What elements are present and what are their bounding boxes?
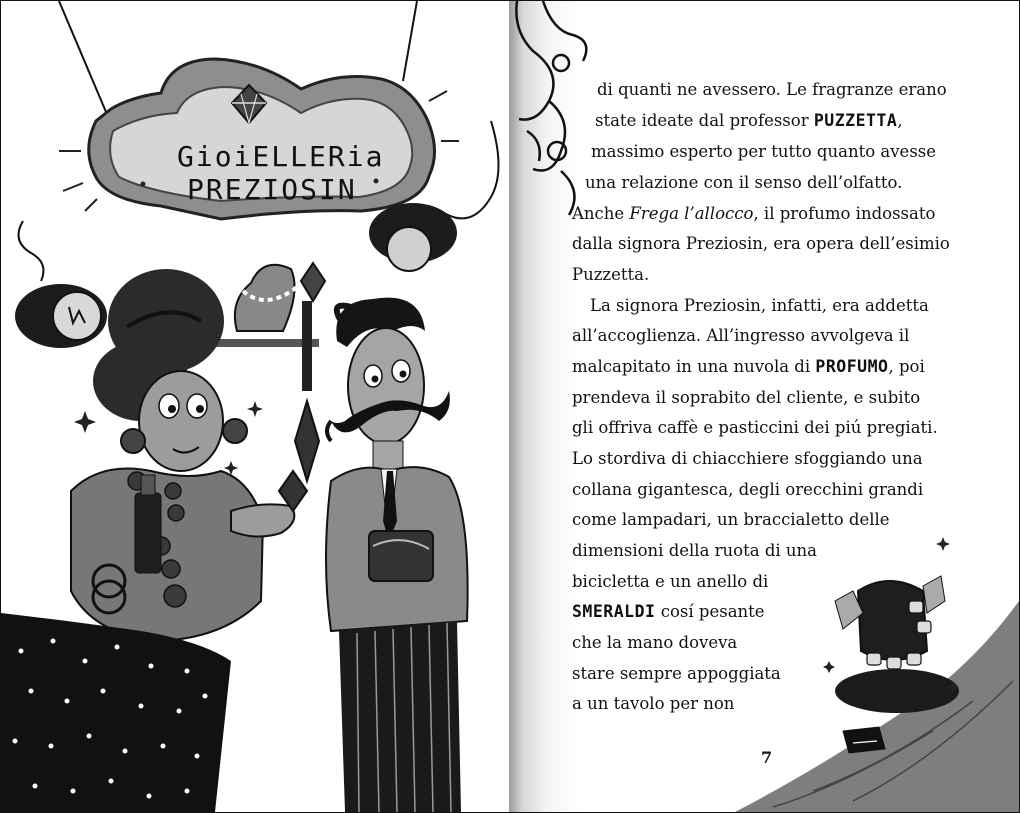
jewelry-shop-illustration xyxy=(1,1,513,812)
text-line-4: una relazione con il senso dell’olfatto. xyxy=(585,173,903,192)
flower-lamp-left xyxy=(15,221,107,348)
text-line-18: SMERALDI cosí pesante xyxy=(572,602,765,621)
word-smeraldi: SMERALDI xyxy=(572,602,656,621)
text-line-5: Anche Frega l’allocco, il profumo indossato xyxy=(572,204,936,223)
text-line-17: bicicletta e un anello di xyxy=(572,572,769,591)
text-line-16: dimensioni della ruota di una xyxy=(572,541,818,560)
sign-line-1: GioiELLERia xyxy=(177,140,385,173)
name-puzzetta: PUZZETTA xyxy=(813,111,898,130)
text-line-12: gli offriva caffè e pasticcini dei piú pregiati. xyxy=(572,418,938,437)
perfume-name: Frega l’allocco xyxy=(629,204,754,223)
text-line-20: stare sempre appoggiata xyxy=(572,664,781,683)
shop-sign xyxy=(89,59,435,219)
text-line-13: Lo stordiva di chiacchiere sfoggiando una xyxy=(572,449,923,468)
body-text xyxy=(513,1,1019,812)
page-number: 7 xyxy=(761,748,773,767)
woman-character xyxy=(1,269,307,812)
text-line-10: malcapitato in una nuvola di PROFUMO, poi xyxy=(572,357,925,376)
text-page xyxy=(513,1,1019,812)
man-character xyxy=(326,298,468,812)
jewelry-display-shelf xyxy=(215,263,325,481)
text-line-2: state ideate dal professor PUZZETTA, xyxy=(595,111,903,130)
sign-rope-left xyxy=(59,1,109,119)
word-profumo: PROFUMO xyxy=(815,357,889,376)
sign-line-2: PREZIOSIN xyxy=(187,173,357,206)
text-line-7: Puzzetta. xyxy=(572,265,650,284)
text-line-1: di quanti ne avessero. Le fragranze erano xyxy=(597,80,947,99)
text-line-3: massimo esperto per tutto quanto avesse xyxy=(591,142,937,161)
text-line-21: a un tavolo per non xyxy=(572,694,735,713)
text-line-15: come lampadari, un braccialetto delle xyxy=(572,510,890,529)
sign-rope-right xyxy=(403,1,417,81)
text-line-19: che la mano doveva xyxy=(572,633,738,652)
text-line-9: all’accoglienza. All’ingresso avvolgeva il xyxy=(572,326,910,345)
text-line-6: dalla signora Preziosin, era opera dell’esimio xyxy=(572,234,950,253)
text-line-14: collana gigantesca, degli orecchini grandi xyxy=(572,480,924,499)
text-line-8: La signora Preziosin, infatti, era addetta xyxy=(590,296,929,315)
illustration-page xyxy=(1,1,513,812)
text-line-11: prendeva il soprabito del cliente, e subito xyxy=(572,388,921,407)
